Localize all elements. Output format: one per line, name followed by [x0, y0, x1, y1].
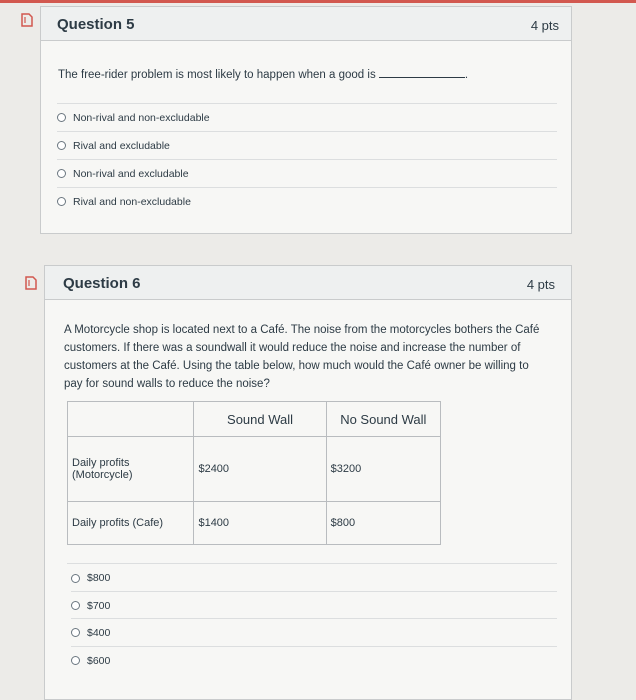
table-header-cell: No Sound Wall	[326, 402, 440, 437]
question-5-points: 4 pts	[530, 18, 559, 33]
radio-button[interactable]	[71, 574, 80, 583]
radio-button[interactable]	[57, 197, 66, 206]
radio-button[interactable]	[71, 628, 80, 637]
question-5-header	[41, 7, 571, 41]
profits-table	[67, 401, 441, 545]
radio-button[interactable]	[57, 169, 66, 178]
table-header-cell	[68, 402, 194, 437]
question-6-text-line: pay for sound walls to reduce the noise?	[64, 378, 270, 390]
table-row	[68, 437, 441, 502]
radio-button[interactable]	[57, 113, 66, 122]
table-cell: $3200	[326, 437, 440, 502]
question-6-text	[64, 321, 564, 393]
table-row	[68, 502, 441, 545]
question-5-prompt: The free-rider problem is most likely to happen when a good is	[58, 69, 376, 81]
question-6-text-line: A Motorcycle shop is located next to a Café. The noise from the motorcycles bothers the Café	[64, 324, 540, 336]
answer-label: Non-rival and excludable	[73, 167, 189, 180]
question-6-points: 4 pts	[526, 277, 555, 292]
question-6-title: Question 6	[63, 275, 141, 292]
question-5-text	[58, 66, 558, 84]
answer-option[interactable]	[71, 646, 557, 674]
answer-option[interactable]	[57, 103, 557, 131]
answer-option[interactable]	[71, 564, 557, 592]
answer-label: $400	[87, 626, 111, 639]
radio-button[interactable]	[71, 601, 80, 610]
question-6-text-line: customers. If there was a soundwall it would reduce the noise and increase the number of	[64, 342, 521, 354]
row-label-line: Daily profits (Cafe)	[72, 517, 164, 529]
row-label-line: (Motorcycle)	[72, 469, 133, 481]
question-6-card	[44, 265, 572, 700]
row-label-line: Daily profits	[72, 457, 130, 469]
answer-option[interactable]	[57, 159, 557, 187]
table-cell: $2400	[194, 437, 326, 502]
answer-option[interactable]	[71, 618, 557, 646]
table-header-row	[68, 402, 441, 437]
table-row-label	[68, 502, 194, 545]
flag-icon[interactable]	[20, 13, 34, 27]
top-accent-bar	[0, 0, 636, 3]
flag-icon[interactable]	[24, 276, 38, 290]
table-row-label	[68, 437, 194, 502]
table-cell: $800	[326, 502, 440, 545]
answer-label: $600	[87, 654, 111, 667]
radio-button[interactable]	[57, 141, 66, 150]
answer-blank	[379, 67, 465, 78]
answer-option[interactable]	[71, 591, 557, 619]
question-5-card	[40, 6, 572, 234]
answer-label: Rival and non-excludable	[73, 195, 191, 208]
question-6-text-line: customers at the Café. Using the table below, how much would the Café owner be willing to	[64, 360, 529, 372]
question-5-suffix: .	[464, 69, 469, 81]
question-6-header	[45, 266, 571, 300]
answer-option[interactable]	[57, 187, 557, 215]
answer-label: $800	[87, 572, 111, 584]
table-cell: $1400	[194, 502, 326, 545]
radio-button[interactable]	[71, 656, 80, 665]
answer-option[interactable]	[57, 131, 557, 159]
answer-label: Non-rival and non-excludable	[73, 111, 210, 124]
table-header-cell: Sound Wall	[194, 402, 326, 437]
answer-label: Rival and excludable	[73, 139, 170, 152]
answer-label: $700	[87, 599, 111, 612]
question-5-title: Question 5	[57, 16, 135, 33]
